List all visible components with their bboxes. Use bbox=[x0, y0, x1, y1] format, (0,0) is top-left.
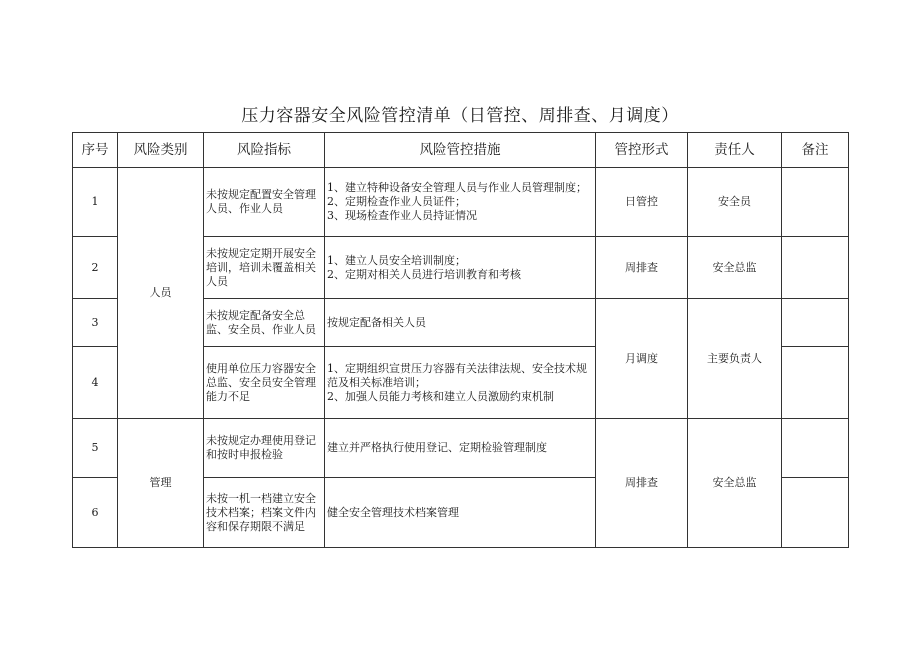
header-seq: 序号 bbox=[73, 133, 118, 168]
row-control-form: 日管控 bbox=[596, 168, 688, 237]
row-indicator: 未按一机一档建立安全技术档案；档案文件内容和保存期限不满足 bbox=[204, 478, 325, 548]
header-remark: 备注 bbox=[782, 133, 849, 168]
table-header-row bbox=[73, 133, 849, 168]
row-seq: 3 bbox=[73, 299, 118, 347]
row-seq: 4 bbox=[73, 347, 118, 419]
row-indicator: 使用单位压力容器安全总监、安全员安全管理能力不足 bbox=[204, 347, 325, 419]
row-indicator: 未按规定定期开展安全培训，培训未覆盖相关人员 bbox=[204, 237, 325, 299]
row-measures bbox=[325, 419, 596, 478]
measure-line: 2、定期检查作业人员证件； bbox=[327, 195, 466, 208]
row-owner: 主要负责人 bbox=[688, 299, 782, 419]
row-remark bbox=[782, 299, 849, 347]
row-owner: 安全总监 bbox=[688, 419, 782, 548]
row-seq: 6 bbox=[73, 478, 118, 548]
table-row bbox=[73, 168, 849, 237]
row-indicator: 未按规定配置安全管理人员、作业人员 bbox=[204, 168, 325, 237]
row-remark bbox=[782, 478, 849, 548]
measure-line: 健全安全管理技术档案管理 bbox=[327, 505, 459, 519]
table-row bbox=[73, 419, 849, 478]
risk-control-table bbox=[72, 132, 849, 548]
row-remark bbox=[782, 347, 849, 419]
row-remark bbox=[782, 168, 849, 237]
row-remark bbox=[782, 419, 849, 478]
row-owner: 安全员 bbox=[688, 168, 782, 237]
row-measures bbox=[325, 168, 596, 237]
row-indicator: 未按规定办理使用登记和按时申报检验 bbox=[204, 419, 325, 478]
row-indicator: 未按规定配备安全总监、安全员、作业人员 bbox=[204, 299, 325, 347]
row-seq: 2 bbox=[73, 237, 118, 299]
category-cell-management: 管理 bbox=[118, 419, 204, 548]
row-seq: 1 bbox=[73, 168, 118, 237]
row-measures bbox=[325, 478, 596, 548]
header-category: 风险类别 bbox=[118, 133, 204, 168]
row-seq: 5 bbox=[73, 419, 118, 478]
measure-line: 按规定配备相关人员 bbox=[327, 315, 426, 329]
row-measures bbox=[325, 347, 596, 419]
header-measures: 风险管控措施 bbox=[325, 133, 596, 168]
header-indicator: 风险指标 bbox=[204, 133, 325, 168]
measure-line: 3、现场检查作业人员持证情况 bbox=[327, 209, 477, 222]
row-measures bbox=[325, 237, 596, 299]
header-owner: 责任人 bbox=[688, 133, 782, 168]
row-remark bbox=[782, 237, 849, 299]
measure-line: 2、加强人员能力考核和建立人员激励约束机制 bbox=[327, 389, 554, 403]
measure-line: 1、定期组织宣贯压力容器有关法律法规、安全技术规范及相关标准培训； bbox=[327, 361, 587, 389]
row-measures bbox=[325, 299, 596, 347]
row-control-form: 周排查 bbox=[596, 419, 688, 548]
row-owner: 安全总监 bbox=[688, 237, 782, 299]
measure-line: 建立并严格执行使用登记、定期检验管理制度 bbox=[327, 441, 547, 454]
header-form: 管控形式 bbox=[596, 133, 688, 168]
row-control-form: 周排查 bbox=[596, 237, 688, 299]
measure-line: 1、建立人员安全培训制度； bbox=[327, 253, 466, 267]
category-cell-personnel: 人员 bbox=[118, 168, 204, 419]
row-control-form: 月调度 bbox=[596, 299, 688, 419]
measure-line: 1、建立特种设备安全管理人员与作业人员管理制度； bbox=[327, 181, 587, 194]
document-title: 压力容器安全风险管控清单（日管控、周排查、月调度） bbox=[241, 106, 679, 126]
measure-line: 2、定期对相关人员进行培训教育和考核 bbox=[327, 267, 521, 281]
